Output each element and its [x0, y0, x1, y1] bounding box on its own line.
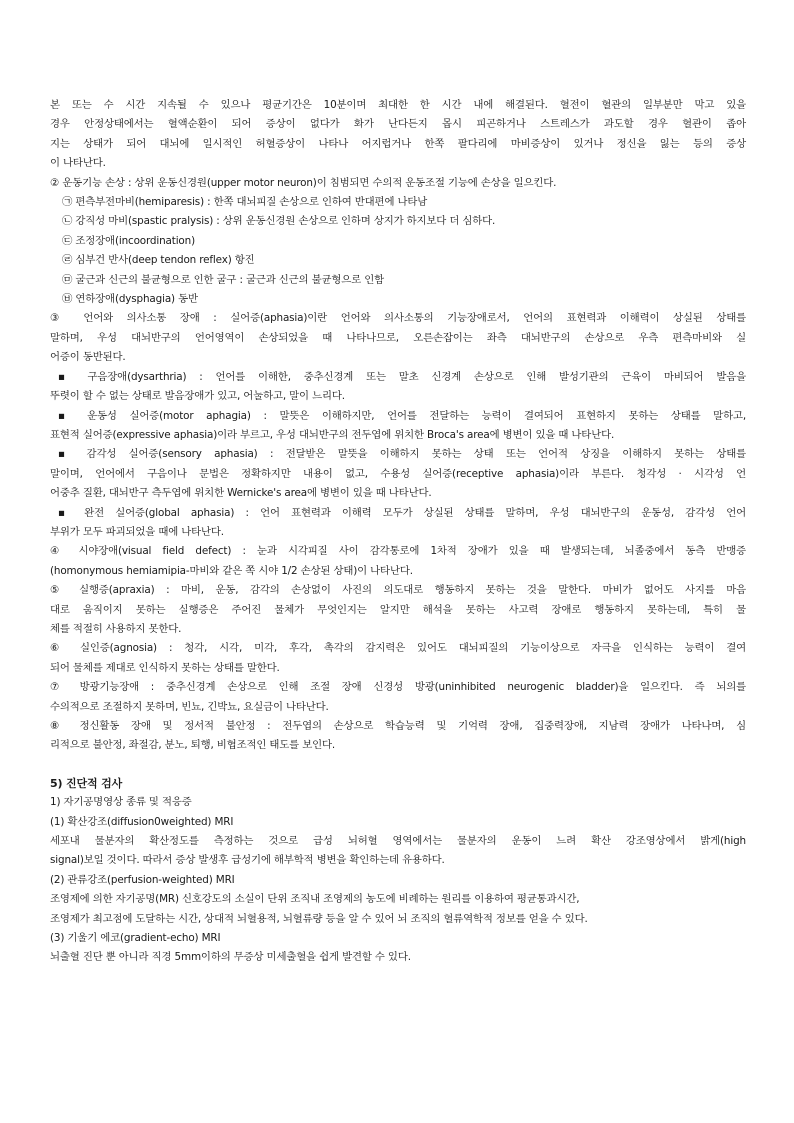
- sub-heading: 1) 자기공명영상 종류 및 적응증: [50, 796, 192, 809]
- paragraph-line: 수의적으로 조절하지 못하며, 빈뇨, 긴박뇨, 요실금이 나타난다.: [50, 700, 329, 713]
- paragraph-line: 지는 상태가 되어 대뇌에 일시적인 허혈증상이 나타나 어지럽거나 한쪽 팔다리에 마비증상이 있거나 정신을 잃는 등의 증상: [50, 137, 746, 150]
- paragraph-line: ⑤ 실행증(apraxia) : 마비, 운동, 감각의 손상없이 사진의 의도대로 행동하지 못하는 것을 말한다. 마비가 없어도 사지를 마음: [50, 584, 746, 597]
- paragraph-line: 본 또는 수 시간 지속될 수 있으나 평균기간은 10분이며 최대한 한 시간 내에 해결된다. 혈전이 혈관의 일부분만 막고 있을: [50, 99, 746, 111]
- paragraph-line: 조영제에 의한 자기공명(MR) 신호강도의 소실이 단위 조직내 조영제의 농도에 비례하는 원리를 이용하여 평균통과시간,: [50, 893, 580, 906]
- paragraph-line: 어증이 동반된다.: [50, 351, 126, 364]
- bullet-line: ▪ 감각성 실어증(sensory aphasia) : 전달받은 말뜻을 이해하지 못하는 상태 또는 언어적 상징을 이해하지 못하는 상태를: [58, 448, 746, 461]
- paragraph-line: 체를 적절히 사용하지 못한다.: [50, 622, 182, 635]
- bullet-line: 말이며, 언어에서 구음이나 문법은 정확하지만 내용이 없고, 수용성 실어증(receptive aphasia)이라 부른다. 청각성 · 시각성 언: [50, 467, 746, 480]
- bullet-line: ▪ 완전 실어증(global aphasia) : 언어 표현력과 이해력 모두가 상실된 상태를 말하며, 우성 대뇌반구의 운동성, 감각성 언어: [58, 506, 746, 519]
- bullet-line: 뚜렷이 할 수 없는 상태로 발음장애가 있고, 어눌하고, 말이 느리다.: [50, 390, 345, 403]
- paragraph-line: 조영제가 최고점에 도달하는 시간, 상대적 뇌혈용적, 뇌혈류량 등을 알 수 있어 뇌 조직의 혈류역학적 정보를 얻을 수 있다.: [50, 912, 588, 925]
- paragraph-line: signal)보일 것이다. 따라서 증상 발생후 급성기에 해부학적 병변을 확인하는데 유용하다.: [50, 854, 445, 867]
- list-item: ㉣ 심부건 반사(deep tendon reflex) 항진: [62, 254, 255, 267]
- paragraph-line: 경우 안정상태에서는 혈액순환이 되어 증상이 없다가 화가 난다든지 몹시 피곤하거나 스트레스가 과도할 경우 혈관이 좁아: [50, 118, 746, 131]
- list-item: ㉤ 굴근과 신근의 불균형으로 인한 굴구 : 굴근과 신근의 불균형으로 인함: [62, 273, 384, 286]
- bullet-line: ▪ 운동성 실어증(motor aphagia) : 말뜻은 이해하지만, 언어를 전달하는 능력이 결여되어 표현하지 못하는 상태를 말하고,: [58, 409, 746, 422]
- list-item: ㉥ 연하장애(dysphagia) 동반: [62, 293, 198, 306]
- paragraph-line: ⑦ 방광기능장애 : 중추신경계 손상으로 인해 조절 장애 신경성 방광(uninhibited neurogenic bladder)을 일으킨다. 즉 뇌의를: [50, 681, 746, 694]
- paragraph-line: ⑥ 실인증(agnosia) : 청각, 시각, 미각, 후각, 촉각의 감지력은 있어도 대뇌피질의 기능이상으로 자극을 인식하는 능력이 결여: [50, 642, 746, 655]
- list-item: ㉢ 조정장애(incoordination): [62, 234, 195, 247]
- paragraph-line: 리적으로 불안정, 좌절감, 분노, 퇴행, 비협조적인 태도를 보인다.: [50, 739, 336, 752]
- section-heading: 5) 진단적 검사: [50, 776, 123, 790]
- paragraph-line: ④ 시야장애(visual field defect) : 눈과 시각피질 사이 감각통로에 1차적 장애가 있을 때 발생되는데, 뇌졸중에서 동측 반맹증: [50, 545, 746, 558]
- paragraph-line: 이 나타난다.: [50, 157, 106, 170]
- paragraph-line: 말하며, 우성 대뇌반구의 언어영역이 손상되었을 때 나타나므로, 오른손잡이는 좌측 대뇌반구의 손상으로 우측 편측마비와 실: [50, 331, 746, 344]
- list-item: ㉡ 강직성 마비(spastic pralysis) : 상위 운동신경원 손상으로 인하며 상지가 하지보다 더 심하다.: [62, 215, 496, 228]
- list-title: ② 운동기능 손상 : 상위 운동신경원(upper motor neuron)이 침범되면 수의적 운동조절 기능에 손상을 일으킨다.: [50, 176, 557, 189]
- bullet-line: 표현적 실어증(expressive aphasia)이라 부르고, 우성 대뇌반구의 전두엽에 위치한 Broca's area에 병변이 있을 때 나타난다.: [50, 428, 615, 441]
- paragraph-line: ③ 언어와 의사소통 장애 : 실어증(aphasia)이란 언어와 의사소통의 기능장애로서, 언어의 표현력과 이해력이 상실된 상태를: [50, 312, 746, 325]
- paragraph-line: (homonymous hemiamipia-마비와 같은 쪽 시야 1/2 손상된 상태)이 나타난다.: [50, 564, 413, 577]
- paragraph-line: ⑧ 정신활동 장애 및 정서적 불안정 : 전두엽의 손상으로 학습능력 및 기억력 장애, 집중력장애, 지남력 장애가 나타나며, 심: [50, 720, 746, 732]
- list-item: ㉠ 편측부전마비(hemiparesis) : 한쪽 대뇌피질 손상으로 인하여 반대편에 나타남: [62, 196, 428, 209]
- document-page: [50, 96, 746, 968]
- item-title: (1) 확산강조(diffusion0weighted) MRI: [50, 815, 234, 828]
- paragraph-line: 세포내 물분자의 확산정도를 측정하는 것으로 급성 뇌허혈 영역에서는 물분자의 운동이 느려 확산 강조영상에서 밝게(high: [50, 835, 746, 848]
- bullet-line: 부위가 모두 파괴되었을 때에 나타난다.: [50, 525, 224, 538]
- bullet-line: 어중추 질환, 대뇌반구 측두엽에 위치한 Wernicke's area에 병변이 있을 때 나타난다.: [50, 487, 432, 500]
- section-spacer: [50, 756, 746, 774]
- item-title: (2) 관류강조(perfusion-weighted) MRI: [50, 873, 235, 886]
- item-title: (3) 기울기 에코(gradient-echo) MRI: [50, 932, 221, 945]
- paragraph-line: 대로 움직이지 못하는 실행증은 주어진 물체가 무엇인지는 알지만 해석을 못하는 사고력 장애로 행동하지 못하는데, 특히 물: [50, 603, 746, 616]
- paragraph-line: 뇌출혈 진단 뿐 아니라 직경 5mm이하의 무증상 미세출혈을 쉽게 발견할 수 있다.: [50, 951, 411, 964]
- paragraph-line: 되어 물체를 제대로 인식하지 못하는 상태를 말한다.: [50, 661, 280, 674]
- bullet-line: ▪ 구음장애(dysarthria) : 언어를 이해한, 중추신경계 또는 말초 신경계 손상으로 인해 발성기관의 근육이 마비되어 발음을: [58, 370, 746, 383]
